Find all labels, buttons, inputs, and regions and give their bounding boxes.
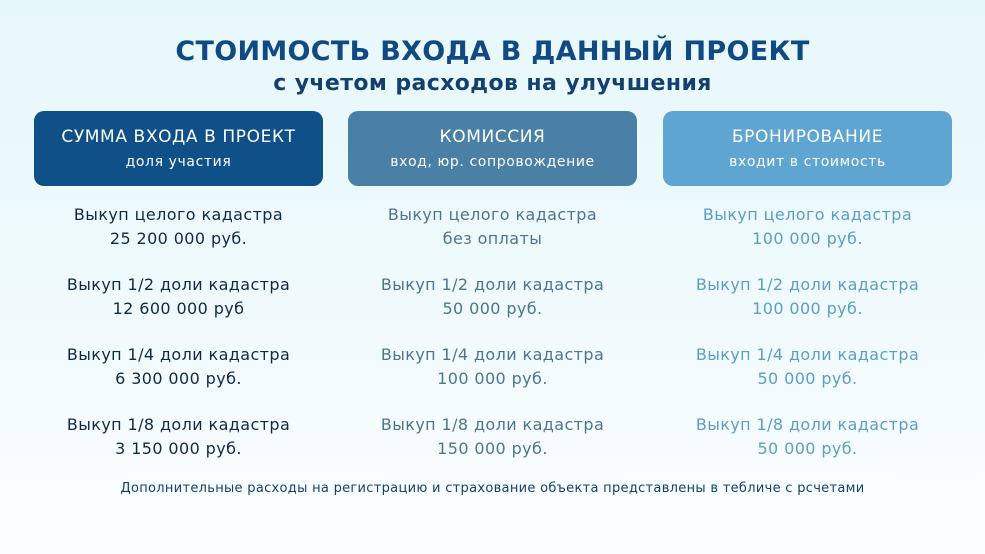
list-item (663, 273, 952, 321)
item-label: Выкуп 1/2 доли кадастра (380, 275, 605, 294)
column-header-subtitle: доля участия (125, 154, 232, 170)
item-label: Выкуп целого кадастра (73, 205, 284, 224)
column-header-title: БРОНИРОВАНИЕ (731, 127, 884, 147)
list-item (663, 343, 952, 391)
item-label: Выкуп 1/4 доли кадастра (380, 345, 605, 364)
column-booking (663, 111, 952, 461)
item-value: 6 300 000 руб. (115, 369, 242, 388)
item-value: 100 000 руб. (437, 369, 548, 388)
item-label: Выкуп целого кадастра (387, 205, 598, 224)
item-label: Выкуп целого кадастра (702, 205, 913, 224)
list-item (34, 203, 323, 251)
column-header-title: СУММА ВХОДА В ПРОЕКТ (61, 127, 296, 147)
item-label: Выкуп 1/8 доли кадастра (66, 415, 291, 434)
item-label: Выкуп 1/8 доли кадастра (380, 415, 605, 434)
list-item (34, 343, 323, 391)
column-entry-cost (34, 111, 323, 461)
item-label: Выкуп 1/4 доли кадастра (695, 345, 920, 364)
footnote: Дополнительные расходы на регистрацию и страхование объекта представлены в тебличе с рсчетами (120, 481, 865, 496)
list-item (348, 413, 637, 461)
item-value: без оплаты (442, 229, 543, 248)
item-value: 3 150 000 руб. (115, 439, 242, 458)
list-item (663, 413, 952, 461)
list-item (348, 273, 637, 321)
item-label: Выкуп 1/2 доли кадастра (66, 275, 291, 294)
list-item (663, 203, 952, 251)
item-value: 12 600 000 руб (112, 299, 245, 318)
column-header-subtitle: входит в стоимость (729, 154, 886, 170)
item-value: 100 000 руб. (752, 229, 863, 248)
column-header (34, 111, 323, 186)
item-label: Выкуп 1/2 доли кадастра (695, 275, 920, 294)
column-header (663, 111, 952, 186)
list-item (348, 203, 637, 251)
item-value: 50 000 руб. (757, 369, 858, 388)
page-subtitle: с учетом расходов на улучшения (273, 71, 712, 96)
column-commission (348, 111, 637, 461)
list-item (34, 273, 323, 321)
item-value: 25 200 000 руб. (109, 229, 248, 248)
item-value: 150 000 руб. (437, 439, 548, 458)
item-value: 50 000 руб. (442, 299, 543, 318)
column-header (348, 111, 637, 186)
item-label: Выкуп 1/4 доли кадастра (66, 345, 291, 364)
page-title: СТОИМОСТЬ ВХОДА В ДАННЫЙ ПРОЕКТ (175, 36, 810, 67)
item-value: 50 000 руб. (757, 439, 858, 458)
column-header-title: КОМИССИЯ (439, 127, 546, 147)
column-header-subtitle: вход, юр. сопровождение (390, 154, 595, 170)
item-value: 100 000 руб. (752, 299, 863, 318)
list-item (348, 343, 637, 391)
item-label: Выкуп 1/8 доли кадастра (695, 415, 920, 434)
list-item (34, 413, 323, 461)
